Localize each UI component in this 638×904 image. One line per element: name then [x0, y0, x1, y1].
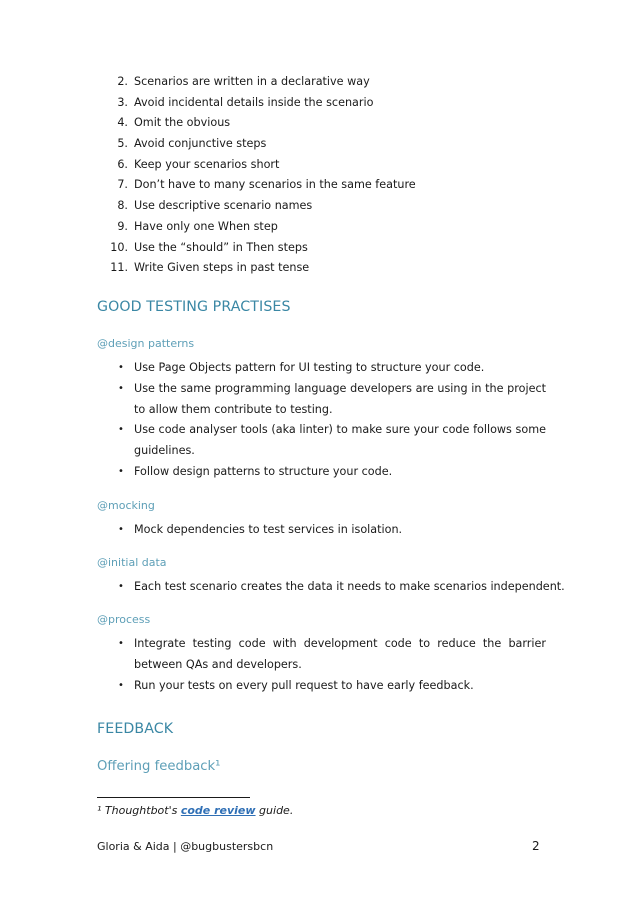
list-item: 6. Keep your scenarios short	[117, 157, 280, 171]
list-item: 8. Use descriptive scenario names	[117, 199, 313, 213]
bullet-icon: •	[118, 424, 124, 436]
list-item: • Follow design patterns to structure your code.	[118, 462, 546, 483]
code-review-link[interactable]: code review	[180, 804, 256, 817]
list-item: 2. Scenarios are written in a declarative way	[117, 75, 370, 88]
bullet-list-mocking	[118, 520, 546, 541]
list-item: 11. Write Given steps in past tense	[110, 261, 310, 275]
list-item: • Use Page Objects pattern for UI testing to structure your code.	[118, 358, 546, 379]
list-item: 4. Omit the obvious	[117, 116, 231, 130]
list-item: • Mock dependencies to test services in isolation.	[118, 520, 546, 541]
list-item: • Integrate testing code with development code to reduce the barrier between QAs and developers.	[118, 634, 546, 676]
subheading-mocking: @mocking	[97, 499, 155, 512]
bullet-icon: •	[118, 679, 124, 691]
footnote: ¹ Thoughtbot's code review guide.	[97, 804, 294, 817]
bullet-list-process	[118, 634, 546, 696]
section-heading-good-testing: GOOD TESTING PRACTISES	[97, 299, 291, 315]
bullet-icon: •	[118, 465, 124, 477]
footer-authors: Gloria & Aida | @bugbustersbcn	[97, 840, 274, 853]
bullet-icon: •	[118, 524, 124, 535]
list-item: 3. Avoid incidental details inside the scenario	[117, 95, 374, 109]
list-item: 7. Don’t have to many scenarios in the same feature	[117, 178, 416, 192]
list-item: 9. Have only one When step	[117, 219, 278, 233]
list-item: • Each test scenario creates the data it needs to make scenarios independent.	[118, 577, 546, 598]
bullet-icon: •	[118, 362, 124, 373]
list-item: • Run your tests on every pull request to have early feedback.	[118, 676, 546, 697]
list-item: • Use the same programming language developers are using in the project to allow them contribute to testing.	[118, 379, 546, 421]
subheading-process: @process	[97, 613, 151, 626]
bullet-list-initial-data	[118, 577, 565, 598]
bullet-icon: •	[118, 581, 124, 592]
list-item: • Use code analyser tools (aka linter) to make sure your code follows some guidelines.	[118, 420, 546, 462]
list-item: 10. Use the “should” in Then steps	[110, 240, 308, 254]
bullet-icon: •	[118, 638, 124, 649]
list-item: 5. Avoid conjunctive steps	[117, 137, 267, 151]
section-heading-feedback: FEEDBACK	[97, 721, 174, 737]
numbered-list	[98, 72, 558, 279]
bullet-icon: •	[118, 382, 124, 394]
footnote-separator	[97, 797, 250, 798]
bullet-list-design-patterns	[118, 358, 546, 483]
subheading-design-patterns: @design patterns	[97, 337, 195, 350]
page-number: 2	[532, 839, 540, 853]
subheading-initial-data: @initial data	[97, 556, 167, 569]
subheading-offering-feedback: Offering feedback¹	[97, 759, 221, 774]
